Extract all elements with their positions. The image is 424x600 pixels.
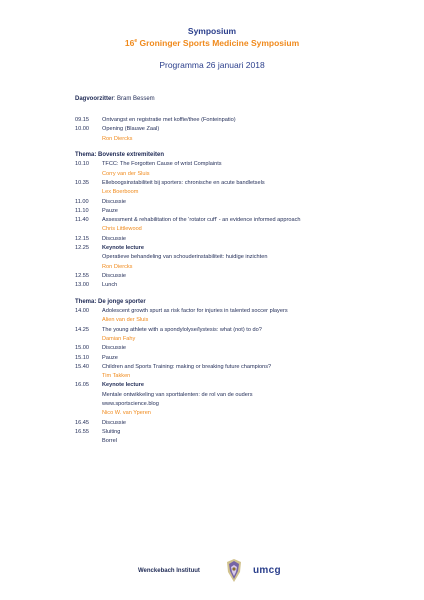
row-time: 12.25 — [75, 245, 89, 252]
row-time: 16.55 — [75, 428, 89, 435]
row-text: Assessment & rehabilitation of the ‘rotator cuff’ - an evidence informed approach — [102, 217, 301, 224]
row-time — [75, 188, 102, 197]
row-text: TFCC: The Forgotten Cause of wrist Complaints — [102, 161, 222, 168]
program-row — [75, 216, 375, 225]
umcg-logo-text: umcg — [253, 565, 281, 576]
program-row — [75, 316, 375, 325]
row-speaker: Nico W. van Yperen — [102, 410, 151, 417]
row-time: 14.25 — [75, 326, 89, 333]
program-row — [75, 307, 375, 316]
row-time: 15.00 — [75, 345, 89, 352]
chair-label: Dagvoorzitter — [75, 96, 114, 102]
program-row — [75, 419, 375, 428]
row-text: Discussie — [102, 198, 126, 205]
program-row — [75, 235, 375, 244]
row-text: Discussie — [102, 345, 126, 352]
program-row — [75, 326, 375, 335]
program-section — [75, 151, 375, 291]
row-time — [75, 437, 102, 446]
row-time — [75, 400, 102, 409]
subtitle-rest: Groninger Sports Medicine Symposium — [137, 37, 300, 48]
program-row — [75, 381, 375, 390]
row-time: 10.35 — [75, 179, 89, 186]
row-text: Borrel — [102, 438, 117, 445]
program-row — [75, 428, 375, 437]
row-time: 14.00 — [75, 308, 89, 315]
row-text: Discussie — [102, 419, 126, 426]
row-speaker: Alien van der Sluis — [102, 317, 149, 324]
row-text: Pauze — [102, 354, 118, 361]
row-speaker: Chris Littlewood — [102, 226, 142, 233]
program-section — [75, 298, 375, 447]
row-time — [75, 253, 102, 262]
row-text: Discussie — [102, 235, 126, 242]
row-time: 12.55 — [75, 272, 89, 279]
program-row — [75, 409, 375, 418]
program-section — [75, 116, 375, 144]
row-speaker: Lex Boerboom — [102, 189, 139, 196]
row-time: 11.40 — [75, 217, 89, 224]
row-time — [75, 170, 102, 179]
chair-name: : Bram Bessem — [113, 96, 155, 102]
program-row — [75, 281, 375, 290]
row-text: Keynote lecture — [102, 245, 144, 252]
row-time — [75, 409, 102, 418]
symposium-subtitle — [0, 36, 424, 49]
row-text: Lunch — [102, 282, 118, 289]
row-text: Opening (Blauwe Zaal) — [102, 126, 160, 133]
section-theme: Thema: Bovenste extremiteiten — [75, 151, 165, 158]
program-row — [75, 225, 375, 234]
program-row — [75, 198, 375, 207]
program-row — [75, 400, 375, 409]
row-time: 16.05 — [75, 382, 89, 389]
row-text: Sluiting — [102, 428, 121, 435]
row-text: www.sportscience.blog — [102, 401, 159, 408]
row-time: 13.00 — [75, 282, 89, 289]
row-speaker: Ron Diercks — [102, 263, 133, 270]
subtitle-prefix: 16 — [124, 37, 135, 48]
subtitle-sup: e — [134, 38, 138, 44]
row-time — [75, 225, 102, 234]
program-row — [75, 335, 375, 344]
row-time — [75, 391, 102, 400]
row-time — [75, 335, 102, 344]
program-content — [75, 116, 375, 454]
row-text: Adolescent growth spurt as risk factor for injuries in talented soccer players — [102, 308, 288, 315]
program-row — [75, 263, 375, 272]
row-text: Pauze — [102, 207, 118, 214]
chair-line — [75, 96, 155, 102]
row-time: 09.15 — [75, 117, 89, 123]
row-speaker: Ron Diercks — [102, 135, 133, 142]
row-text: Keynote lecture — [102, 382, 144, 389]
program-row — [75, 170, 375, 179]
program-row — [75, 188, 375, 197]
row-text: The young athlete with a spondylolyse/lystesis: what (not) to do? — [102, 326, 262, 333]
row-speaker: Tim Takken — [102, 373, 131, 380]
row-text: Children and Sports Training: making or breaking future champions? — [102, 363, 272, 370]
program-row — [75, 207, 375, 216]
program-row — [75, 125, 375, 134]
row-time: 10.00 — [75, 126, 89, 133]
row-time: 11.00 — [75, 198, 89, 205]
program-row — [75, 363, 375, 372]
program-date: Programma 26 januari 2018 — [159, 59, 265, 70]
section-theme: Thema: De jonge sporter — [75, 298, 146, 305]
row-text: Mentale ontwikkeling van sporttalenten: de rol van de ouders — [102, 391, 253, 398]
program-row — [75, 437, 375, 446]
row-text: Operatieve behandeling van schouderinstabiliteit: huidige inzichten — [102, 254, 268, 261]
row-time — [75, 263, 102, 272]
row-speaker: Corry van der Sluis — [102, 170, 150, 177]
row-time: 12.15 — [75, 235, 89, 242]
row-time: 11.10 — [75, 207, 89, 214]
umcg-emblem-icon — [224, 558, 244, 584]
row-time — [75, 135, 102, 144]
program-row — [75, 160, 375, 169]
program-row — [75, 372, 375, 381]
row-time — [75, 372, 102, 381]
row-time: 16.45 — [75, 419, 89, 426]
program-row — [75, 116, 375, 125]
program-row — [75, 344, 375, 353]
program-row — [75, 354, 375, 363]
institute-name: Wenckebach Instituut — [138, 568, 200, 574]
program-row — [75, 391, 375, 400]
row-text: Discussie — [102, 272, 126, 279]
row-text: Elleboogsinstabiliteit bij sporters: chronische en acute bandletsels — [102, 179, 265, 186]
row-time: 10.10 — [75, 161, 89, 168]
row-text: Ontvangst en registratie met koffie/thee (Fonteinpatio) — [102, 117, 236, 123]
program-row — [75, 135, 375, 144]
program-row — [75, 272, 375, 281]
row-time: 15.40 — [75, 363, 89, 370]
program-header — [0, 26, 424, 70]
program-row — [75, 244, 375, 253]
footer — [0, 558, 424, 588]
page-title: Symposium — [187, 26, 237, 36]
program-row — [75, 179, 375, 188]
row-speaker: Damian Fahy — [102, 335, 136, 342]
row-time — [75, 316, 102, 325]
program-row — [75, 253, 375, 262]
row-time: 15.10 — [75, 354, 89, 361]
